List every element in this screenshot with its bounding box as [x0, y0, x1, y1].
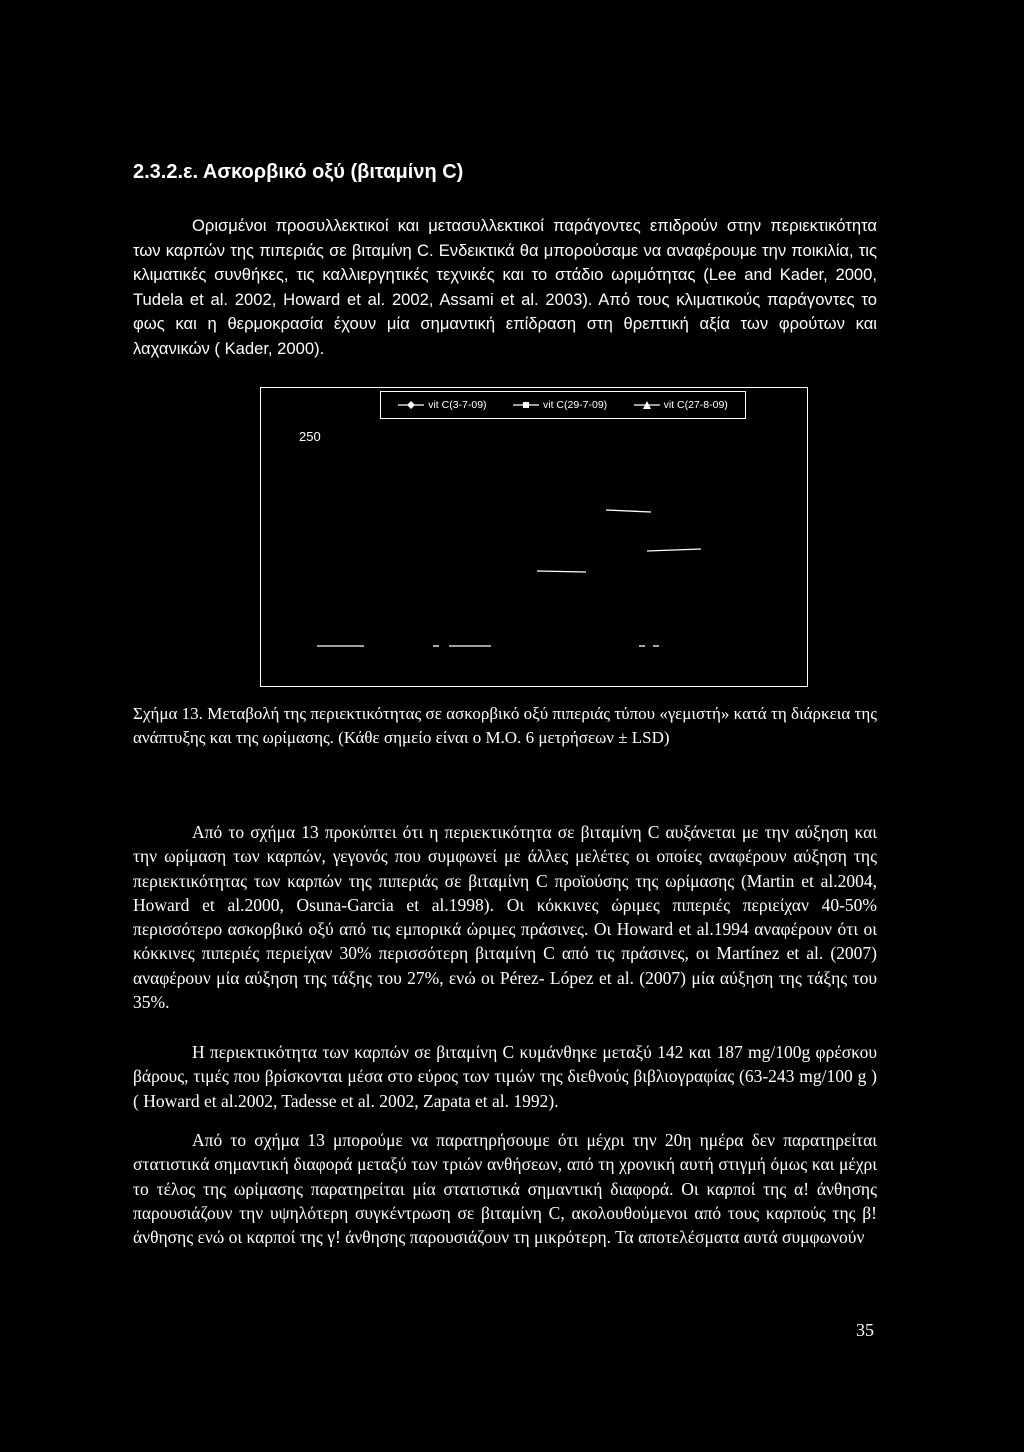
figure-caption: Σχήμα 13. Μεταβολή της περιεκτικότητας σε ασκορβικό οξύ πιπεριάς τύπου «γεμιστή» κατά τη διάρκεια της ανάπτυξης και της ωρίμασης. (Κάθε σημείο είναι ο Μ.Ο. 6 μετρήσεων ± LSD) [133, 704, 877, 748]
body-paragraph: Η περιεκτικότητα των καρπών σε βιταμίνη C κυμάνθηκε μεταξύ 142 και 187 mg/100g φρέσκου βάρους, τιμές που βρίσκονται μέσα στο εύρος των τιμών της διεθνούς βιβλιογραφίας (63-243 mg/100 g ) ( Howard et al.2002, Tadesse et al. 2002, Zapata et al. 1992). [133, 1042, 877, 1111]
section-heading: 2.3.2.ε. Ασκορβικό οξύ (βιταμίνη C) [133, 161, 464, 183]
legend-label: vit C(29-7-09) [542, 399, 608, 411]
y-tick-label: 250 [299, 429, 321, 444]
legend-label: vit C(27-8-09) [663, 399, 728, 411]
data-fragment [537, 571, 586, 572]
plot-area [261, 388, 809, 688]
body-paragraph: Από το σχήμα 13 μπορούμε να παρατηρήσουμε ότι μέχρι την 20η ημέρα δεν παρατηρείται στατιστικά σημαντική διαφορά μεταξύ των τριών ανθήσεων, από τη χρονική αυτή στιγμή όμως και μέχρι το τέλος της ωρίμασης παρατηρείται μία στατιστικά σημαντική διαφορά. Οι καρποί της α! άνθησης παρουσιάζουν την υψηλότερη συγκέντρωση σε βιταμίνη C, ακολουθούμενοι από τους καρπούς της β! άνθησης ενώ οι καρποί της γ! άνθησης παρουσιάζουν τη μικρότερη. Τα αποτελέσματα αυτά συμφωνούν [133, 1130, 877, 1248]
legend-label: vit C(3-7-09) [428, 399, 487, 411]
data-fragment [606, 510, 651, 512]
vitamin-c-chart [260, 387, 808, 687]
body-paragraph: Από το σχήμα 13 προκύπτει ότι η περιεκτικότητα σε βιταμίνη C αυξάνεται με την αύξηση και την ωρίμαση των καρπών, γεγονός που συμφωνεί με άλλες μελέτες οι οποίες αναφέρουν αύξηση της περιεκτικότητας των καρπών της πιπεριάς σε βιταμίνη C προϊούσης της ωρίμασης (Martin et al.2004, Howard et al.2000, Osuna-Garcia et al.1998). Οι κόκκινες ώριμες πιπεριές περιείχαν 40-50% περισσότερο ασκορβικό οξύ από τις εμπορικά ώριμες πράσινες. Οι Howard et al.1994 αναφέρουν ότι οι κόκκινες πιπεριές περιείχαν 30% περισσότερη βιταμίνη C από τις πράσινες, οι Martínez et al. (2007) αναφέρουν μία αύξηση της τάξης του 27%, ενώ οι Pérez- López et al. (2007) μία αύξηση της τάξης του 35%. [133, 822, 877, 1013]
intro-paragraph: Ορισμένοι προσυλλεκτικοί και μετασυλλεκτικοί παράγοντες επιδρούν στην περιεκτικότητα των καρπών της πιπεριάς σε βιταμίνη C. Ενδεικτικά θα μπορούσαμε να αναφέρουμε την ποικιλία, τις κλιματικές συνθήκες, τις καλλιεργητικές τεχνικές και το στάδιο ωριμότητας (Lee and Kader, 2000, Tudela et al. 2002, Howard et al. 2002, Assami et al. 2003). Από τους κλιματικούς παράγοντες το φως και η θερμοκρασία έχουν μία σημαντική επίδραση στη θρεπτική αξία των φρούτων και λαχανικών ( Kader, 2000). [133, 216, 877, 358]
page-number: 35 [856, 1320, 874, 1340]
data-fragment [647, 549, 701, 551]
